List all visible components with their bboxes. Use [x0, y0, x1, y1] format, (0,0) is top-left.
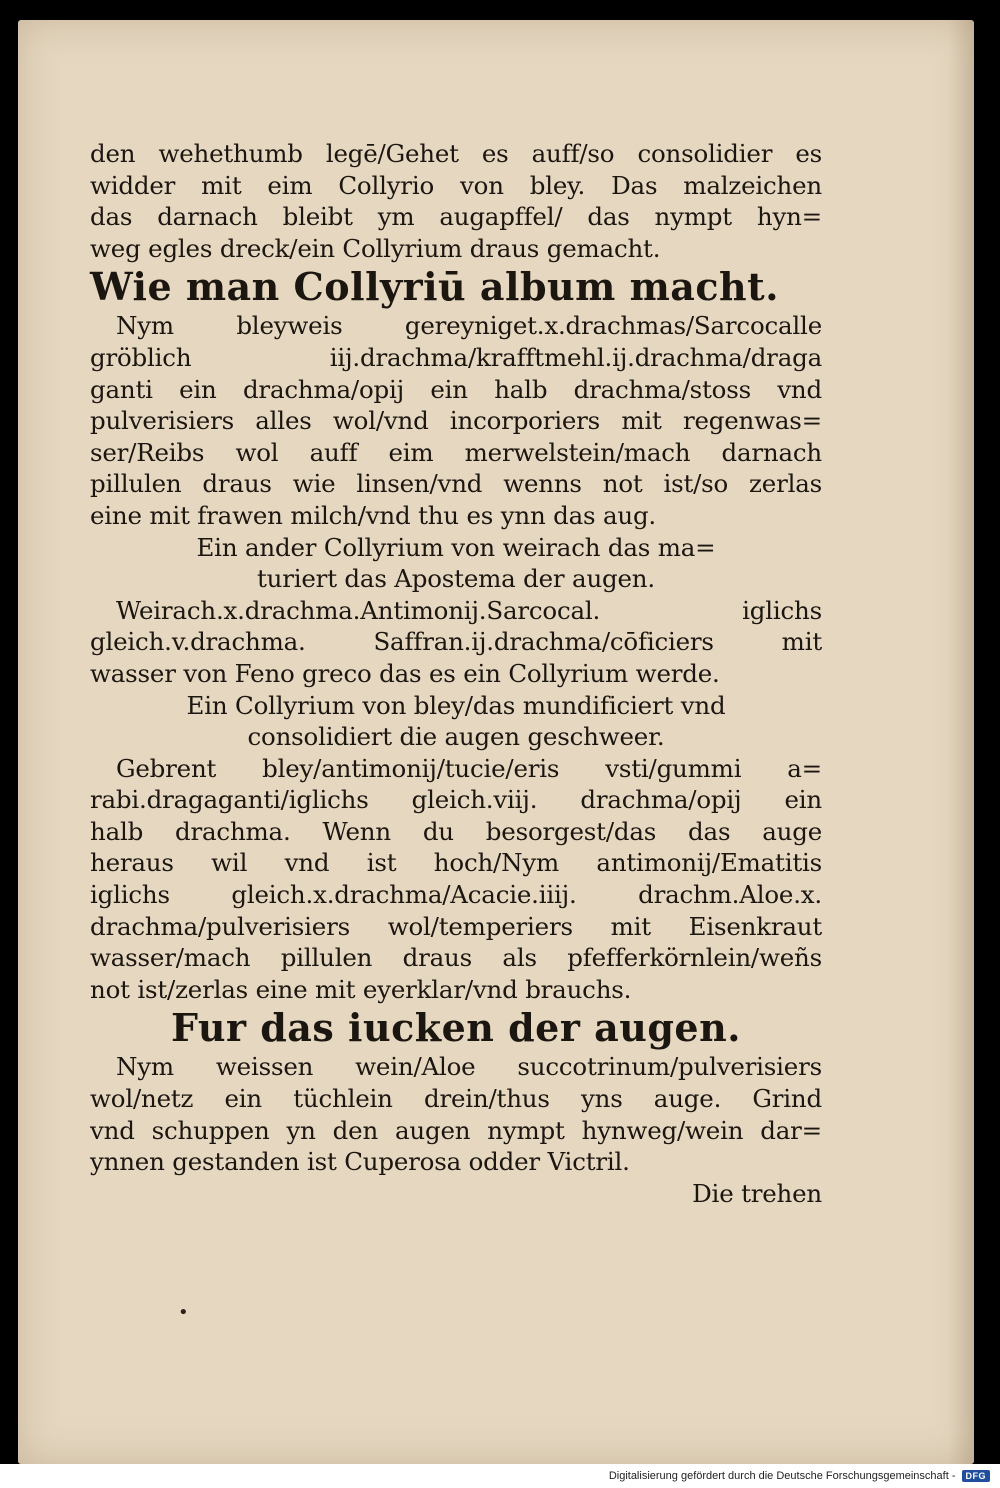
text-line: Nym weissen wein/Aloe succotrinum/pulverisiers	[116, 1052, 822, 1082]
text-line: den wehethumb legē/Gehet es auff/so consolidier es	[90, 139, 822, 168]
text-line: ser/Reibs wol auff eim merwelstein/mach darnach	[90, 437, 822, 467]
text-line: ganti ein drachma/opij ein halb drachma/stoss vnd	[90, 374, 822, 404]
text-line: gleich.v.drachma. Saffran.ij.drachma/cōficiers mit	[90, 627, 822, 657]
text-line: halb drachma. Wenn du besorgest/das das auge	[90, 816, 822, 846]
recipe-subheading: consolidiert die augen geschweer.	[247, 722, 665, 752]
text-line: das darnach bleibt ym augapffel/ das nympt hyn=	[90, 202, 822, 232]
digitization-footer	[0, 1464, 1000, 1488]
recipe-subheading: Ein Collyrium von bley/das mundificiert vnd	[186, 690, 726, 720]
ink-speck: •	[178, 1302, 189, 1323]
text-line: widder mit eim Collyrio von bley. Das malzeichen	[90, 170, 822, 200]
text-line: ynnen gestanden ist Cuperosa odder Victril.	[90, 1147, 630, 1177]
text-line: rabi.dragaganti/iglichs gleich.viij. drachma/opij ein	[90, 785, 822, 815]
text-line: weg egles dreck/ein Collyrium draus gemacht.	[90, 233, 661, 263]
text-line: wasser von Feno greco das es ein Collyrium werde.	[90, 658, 720, 688]
book-page	[18, 20, 974, 1464]
text-line: wasser/mach pillulen draus als pfefferkörnlein/weñs	[90, 943, 822, 973]
section-heading: Fur das iucken der augen.	[171, 1005, 741, 1051]
text-line: drachma/pulverisiers wol/temperiers mit Eisenkraut	[90, 911, 822, 941]
text-line: not ist/zerlas eine mit eyerklar/vnd brauchs.	[90, 974, 632, 1004]
text-line: heraus wil vnd ist hoch/Nym antimonij/Ematitis	[90, 848, 822, 878]
text-line: vnd schuppen yn den augen nympt hynweg/wein dar=	[90, 1115, 822, 1145]
dfg-logo-icon: DFG	[962, 1470, 991, 1482]
catchword: Die trehen	[692, 1178, 822, 1208]
text-line: Nym bleyweis gereyniget.x.drachmas/Sarcocalle	[116, 311, 822, 341]
text-line: wol/netz ein tüchlein drein/thus yns auge. Grind	[90, 1084, 822, 1114]
text-line: pulverisiers alles wol/vnd incorporiers mit regenwas=	[90, 406, 822, 436]
section-heading: Wie man Collyriū album macht.	[90, 264, 779, 310]
text-line: pillulen draus wie linsen/vnd wenns not ist/so zerlas	[90, 469, 822, 499]
text-line: Weirach.x.drachma.Antimonij.Sarcocal. iglichs	[116, 595, 822, 625]
recipe-subheading: Ein ander Collyrium von weirach das ma=	[196, 532, 716, 562]
footer-credit: Digitalisierung gefördert durch die Deutsche Forschungsgemeinschaft -	[608, 1470, 956, 1482]
text-line: iglichs gleich.x.drachma/Acacie.iiij. drachm.Aloe.x.	[90, 880, 822, 910]
text-line: Gebrent bley/antimonij/tucie/eris vsti/gummi a=	[116, 753, 822, 783]
page-text	[90, 138, 822, 1209]
text-line: eine mit frawen milch/vnd thu es ynn das aug.	[90, 500, 657, 530]
recipe-subheading: turiert das Apostema der augen.	[257, 564, 655, 594]
text-line: gröblich iij.drachma/krafftmehl.ij.drachma/draga	[90, 342, 822, 372]
